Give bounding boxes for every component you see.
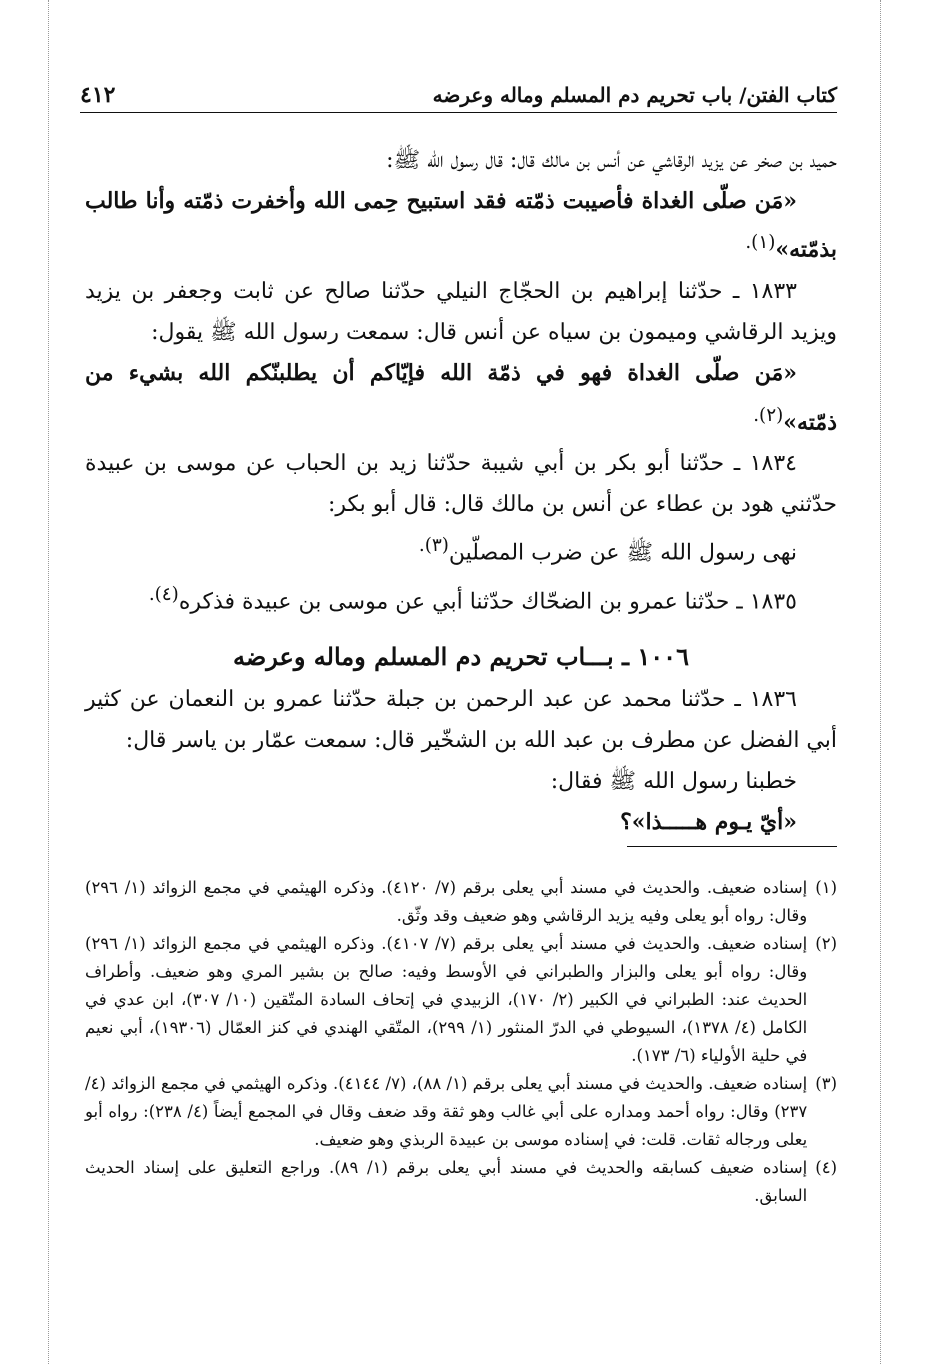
page-number: ٤١٢: [80, 82, 116, 108]
quote-text: «مَن صلّى الغداة فأصيبت ذمّته فقد استبيح حِمى الله وأخفرت ذمّته وأنا طالب بذمّته»: [85, 188, 837, 263]
hadith-1835: [85, 574, 837, 623]
footnote-ref-3: (٣).: [418, 535, 449, 557]
hadith-quote-2: [85, 353, 837, 443]
footnote-4: [85, 1154, 837, 1210]
hadith-1833: ١٨٣٣ ـ حدّثنا إبراهيم بن الحجّاج النيلي حدّثنا صالح عن ثابت وجعفر بن يزيد ويزيد الرقاشي وميمون بن سياه عن أنس قال: سمعت رسول الله ﷺ يقول:: [85, 278, 837, 346]
footnotes: [85, 874, 837, 1210]
main-text: [85, 140, 837, 843]
footnote-text: إسناده ضعيف. والحديث في مسند أبي يعلى برقم (٧/ ٤١٠٧). وذكره الهيثمي في مجمع الزوائد (١/ ٢٩٦) وقال: رواه أبو يعلى والبزار والطبراني في الأوسط وفيه: صالح بن بشير المري وهو ضعيف. وأطراف الحديث عند: الطبراني في الكبير (٢/ ١٧٠)، الزبيدي في إتحاف السادة المتّقين (١٠/ ٣٠٧)، ابن عدي في الكامل (٤/ ١٣٧٨)، السيوطي في الدرّ المنثور (١/ ٢٩٩)، المتّقي الهندي في كنز العمّال (١٩٣٠٦)، أبي نعيم في حلية الأولياء (٦/ ١٧٣).: [85, 934, 808, 1065]
footnote-label: (١): [815, 878, 837, 897]
hadith-1836: ١٨٣٦ ـ حدّثنا محمد عن عبد الرحمن بن جبلة حدّثنا عمرو بن النعمان عن كثير أبي الفضل عن مطرف بن عبد الله بن الشخّير قال: سمعت عمّار بن ياسر قال:: [85, 686, 837, 753]
quote-text: «مَن صلّى الغداة فهو في ذمّة الله فإيّاكم أن يطلبنّكم الله بشيء من ذمّته»: [85, 360, 837, 435]
footnote-ref-4: (٤).: [148, 584, 179, 606]
footnote-separator: [627, 846, 837, 847]
hadith-quote-3: «أيّ يـوم هـــــذا»؟: [620, 809, 797, 836]
footnote-ref-2: (٢).: [753, 404, 784, 426]
narration-text: ١٨٣٥ ـ حدّثنا عمرو بن الضحّاك حدّثنا أبي عن موسى بن عبيدة فذكره: [178, 589, 797, 615]
running-title: كتاب الفتن/ باب تحريم دم المسلم وماله وعرضه: [432, 83, 837, 107]
footnote-label: (٢): [815, 934, 837, 953]
chapter-heading: ١٠٠٦ ـ بـــاب تحريم دم المسلم وماله وعرضه: [233, 641, 689, 671]
hadith-1834-text: [85, 525, 837, 574]
footnote-2: [85, 930, 837, 1070]
footnote-3: [85, 1070, 837, 1154]
footnote-label: (٤): [815, 1158, 837, 1177]
footnote-text: إسناده ضعيف. والحديث في مسند أبي يعلى برقم (١/ ٨٨)، (٧/ ٤١٤٤). وذكره الهيثمي في مجمع الزوائد (٤/ ٢٣٧) وقال: رواه أحمد ومداره على أبي غالب وهو ثقة وقد ضعف وقال في المجمع أيضاً (٤/ ٢٣٨): رواه أبو يعلى ورجاله ثقات. قلت: في إسناده موسى بن عبيدة الربذي وهو ضعيف.: [85, 1074, 808, 1149]
footnote-ref-1: (١).: [745, 232, 776, 254]
narration-text: نهى رسول الله ﷺ عن ضرب المصلّين: [448, 540, 797, 566]
hadith-1836-text: خطبنا رسول الله ﷺ فقال:: [550, 768, 797, 794]
margin-guide-right: [880, 0, 881, 1364]
footnote-text: إسناده ضعيف كسابقه والحديث في مسند أبي يعلى برقم (١/ ٨٩). وراجع التعليق على إسناد الحديث السابق.: [85, 1158, 808, 1205]
margin-guide-left: [48, 0, 49, 1364]
paragraph-continuation: حميد بن صخر عن يزيد الرقاشي عن أنس بن مالك قال: قال رسول الله ﷺ:: [386, 148, 837, 173]
footnote-1: [85, 874, 837, 930]
page-header: [80, 78, 837, 113]
footnote-text: إسناده ضعيف. والحديث في مسند أبي يعلى برقم (٧/ ٤١٢٠). وذكره الهيثمي في مجمع الزوائد (١/ ٢٩٦) وقال: رواه أبو يعلى وفيه يزيد الرقاشي وهو ضعيف وقد وثّق.: [85, 878, 808, 925]
hadith-1834: ١٨٣٤ ـ حدّثنا أبو بكر بن أبي شيبة حدّثنا زيد بن الحباب عن موسى بن عبيدة حدّثني هود بن عطاء عن أنس بن مالك قال: قال أبو بكر:: [85, 451, 837, 518]
footnote-label: (٣): [815, 1074, 837, 1093]
hadith-quote-1: [85, 181, 837, 271]
